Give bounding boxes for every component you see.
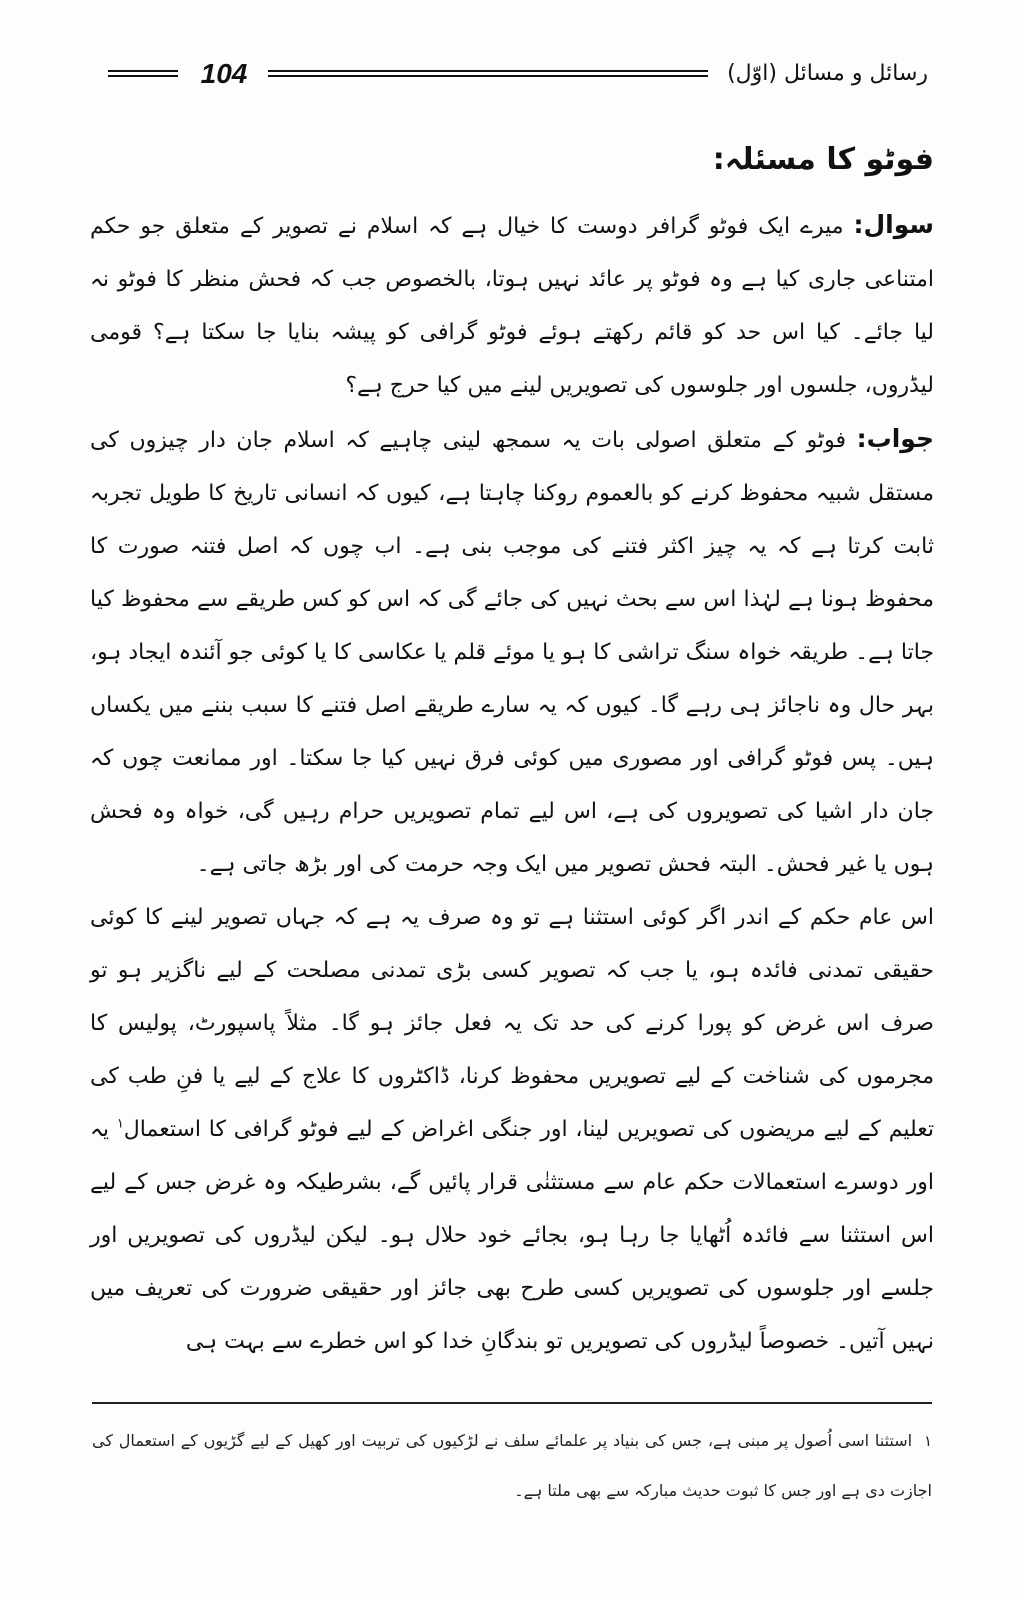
answer-label: جواب: xyxy=(856,424,934,453)
footnote-divider xyxy=(92,1402,932,1404)
question-label: سوال: xyxy=(853,210,934,239)
answer-text: فوٹو کے متعلق اصولی بات یہ سمجھ لینی چاہیے کہ اسلام جان دار چیزوں کی مستقل شبیہ محفوظ کرنے کو بالعموم روکنا چاہتا ہے، کیوں کہ انسانی تاریخ کا طویل تجربہ ثابت کرتا ہے کہ یہ چیز اکثر فتنے کی موجب بنی ہے۔ اب چوں کہ اصل فتنہ صورت کا محفوظ ہونا ہے لہٰذا اس سے بحث نہیں کی جائے گی کہ اس کو کس طریقے سے محفوظ کیا جاتا ہے۔ طریقہ خواہ سنگ تراشی کا ہو یا موئے قلم یا عکاسی کا یا کوئی جو آئندہ ایجاد ہو، بہر حال وہ ناجائز ہی رہے گا۔ کیوں کہ یہ سارے طریقے اصل فتنے کا سبب بننے میں یکساں ہیں۔ پس فوٹو گرافی اور مصوری میں کوئی فرق نہیں کیا جا سکتا۔ اور ممانعت چوں کہ جان دار اشیا کی تصویروں کی ہے، اس لیے تمام تصویریں حرام رہیں گی، خواہ وہ فحش ہوں یا غیر فحش۔ البتہ فحش تصویر میں ایک وجہ حرمت کی اور بڑھ جاتی ہے۔ xyxy=(90,428,934,877)
exception-text-end: یہ اور دوسرے استعمالات حکم عام سے مستثنٰی قرار پائیں گے، بشرطیکہ وہ غرض جس کے لیے اس استثنا سے فائدہ اُٹھایا جا رہا ہو، بجائے خود حلال ہو۔ لیکن لیڈروں کی تصویریں اور جلسے اور جلوسوں کی تصویریں کسی طرح بھی جائز اور حقیقی ضرورت کی تعریف میں نہیں آتیں۔ خصوصاً لیڈروں کی تصویریں تو بندگانِ خدا کو اس خطرے سے بہت ہی xyxy=(90,1117,934,1354)
running-header xyxy=(108,56,928,96)
book-title: رسائل و مسائل (اوّل) xyxy=(727,61,928,86)
section-heading: فوٹو کا مسئلہ: xyxy=(712,142,934,177)
header-rule-middle xyxy=(268,70,708,77)
answer-paragraph xyxy=(90,412,934,891)
footnote-text: استثنا اسی اُصول پر مبنی ہے، جس کی بنیاد پر علمائے سلف نے لڑکیوں کی تربیت اور کھیل کے لیے گڑیوں کے استعمال کی اجازت دی ہے اور جس کا ثبوت حدیث مبارکہ سے بھی ملتا ہے۔ xyxy=(92,1431,932,1500)
exception-text-start: اس عام حکم کے اندر اگر کوئی استثنا ہے تو وہ صرف یہ ہے کہ جہاں تصویر لینے کا کوئی حقیقی تمدنی فائدہ ہو، یا جب کہ تصویر کسی بڑی تمدنی مصلحت کے لیے ناگزیر ہو تو صرف اس غرض کو پورا کرنے کی حد تک یہ فعل جائز ہو گا۔ مثلاً پاسپورٹ، پولیس کا مجرموں کی شناخت کے لیے تصویریں محفوظ کرنا، ڈاکٹروں کا علاج کے لیے یا فنِ طب کی تعلیم کے لیے مریضوں کی تصویریں لینا، اور جنگی اغراض کے لیے فوٹو گرافی کا استعمال xyxy=(90,905,934,1142)
page-body xyxy=(90,130,934,1368)
footnote-marker: ۱ xyxy=(923,1432,932,1450)
exception-paragraph xyxy=(90,891,934,1368)
question-paragraph xyxy=(90,198,934,412)
footnote-reference[interactable]: ۱ xyxy=(116,1116,124,1132)
header-rule-left xyxy=(108,70,178,77)
page-number: 104 xyxy=(200,58,248,89)
footnote-item xyxy=(92,1416,932,1516)
footnotes xyxy=(92,1416,932,1516)
question-text: میرے ایک فوٹو گرافر دوست کا خیال ہے کہ اسلام نے تصویر کے متعلق جو حکم امتناعی جاری کیا ہے وہ فوٹو پر عائد نہیں ہوتا، بالخصوص جب کہ فحش منظر کا فوٹو نہ لیا جائے۔ کیا اس حد کو قائم رکھتے ہوئے فوٹو گرافی کو پیشہ بنایا جا سکتا ہے؟ قومی لیڈروں، جلسوں اور جلوسوں کی تصویریں لینے میں کیا حرج ہے؟ xyxy=(90,214,934,398)
